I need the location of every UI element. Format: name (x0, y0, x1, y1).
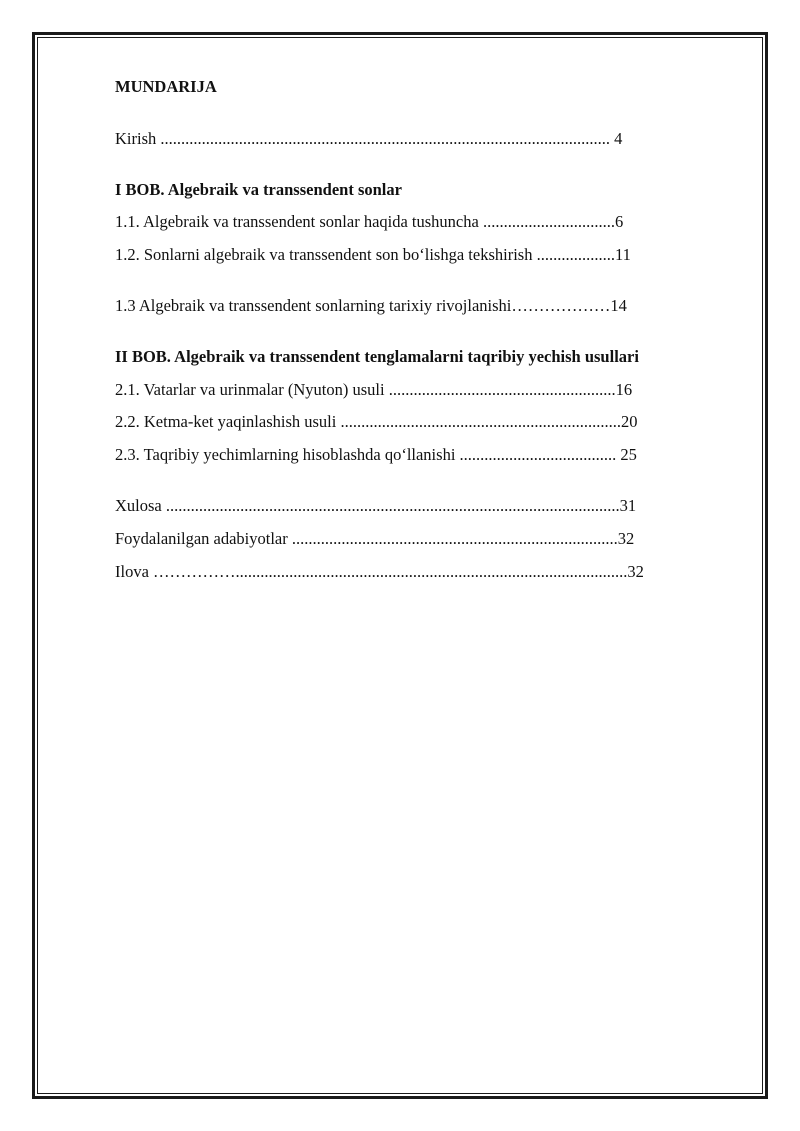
toc-chapter-1-heading: I BOB. Algebraik va transsendent sonlar (115, 180, 402, 199)
toc-entry-1-1: 1.1. Algebraik va transsendent sonlar haqida tushuncha ................................6 (115, 212, 624, 231)
toc-entry-1-2: 1.2. Sonlarni algebraik va transsendent son bo‘lishga tekshirish ...................11 (115, 245, 631, 264)
toc-chapter-2-heading: II BOB. Algebraik va transsendent tenglamalarni taqribiy yechish usullari (115, 347, 639, 366)
toc-entry-2-2: 2.2. Ketma-ket yaqinlashish usuli ....................................................................20 (115, 412, 638, 431)
toc-entry-2-3: 2.3. Taqribiy yechimlarning hisoblashda qo‘llanishi ...................................... 25 (115, 445, 637, 464)
toc-entry-2-1: 2.1. Vatarlar va urinmalar (Nyuton) usuli .......................................................16 (115, 380, 633, 399)
page-title: MUNDARIJA (115, 77, 217, 96)
toc-entry-introduction: Kirish ............................................................................................................. 4 (115, 129, 623, 148)
toc-entry-1-3: 1.3 Algebraik va transsendent sonlarning tarixiy rivojlanishi………………14 (115, 296, 627, 315)
toc-entry-conclusion: Xulosa ..............................................................................................................31 (115, 496, 637, 515)
toc-entry-appendix: Ilova ……………...............................................................................................32 (115, 562, 644, 581)
toc-entry-references: Foydalanilgan adabiyotlar ...............................................................................32 (115, 529, 635, 548)
